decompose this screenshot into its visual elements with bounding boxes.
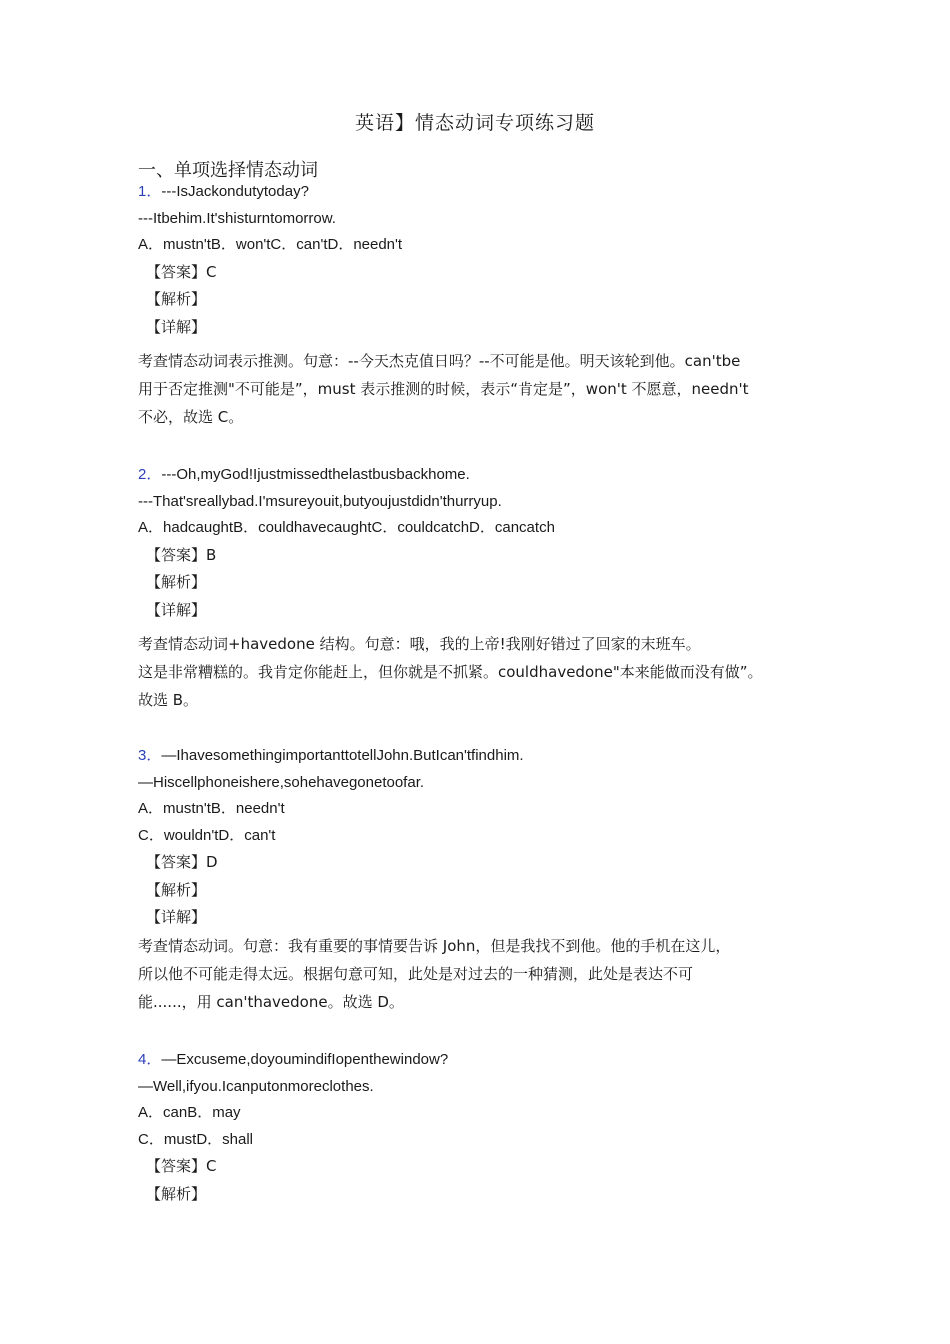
question-line2: —Well,ifyou.Icanputonmoreclothes. [138,1077,374,1095]
question-options: A．canB．may [138,1104,241,1121]
question-1 [138,179,828,431]
explanation-line: 考查情态动词+havedone 结构。句意：哦，我的上帝!我刚好错过了回家的末班车。 [138,635,701,653]
question-text: ---IsJackondutytoday? [161,183,309,200]
question-options: A．mustn'tB．won'tC．can'tD．needn't [138,236,403,253]
question-stem [138,179,828,206]
explanation-line: 所以他不可能走得太远。根据句意可知，此处是对过去的一种猜测，此处是表达不可 [138,964,694,983]
explanation [138,932,828,1016]
question-2 [138,462,828,714]
explanation-line: 考查情态动词表示推测。句意：--今天杰克值日吗？--不可能是他。明天该轮到他。can'tbe [138,352,741,370]
question-stem [138,462,828,489]
analysis-label: 【解析】 [146,573,207,591]
page-title: 英语】情态动词专项练习题 [354,112,595,134]
answer-label: 【答案】C [146,1157,217,1175]
explanation-line: 这是非常糟糕的。我肯定你能赶上，但你就是不抓紧。couldhavedone"本来能做而没有做”。 [138,663,763,681]
question-options: C．mustD．shall [138,1130,254,1148]
question-number: 2． [138,466,162,483]
explanation [138,347,828,431]
question-stem [138,743,828,770]
detail-label: 【详解】 [146,600,207,619]
question-line2: ---That'sreallybad.I'msureyouit,butyoujustdidn'thurryup. [138,492,502,510]
analysis-label: 【解析】 [146,1184,207,1203]
detail-label: 【详解】 [146,908,207,926]
answer-label: 【答案】C [146,262,217,281]
question-options: C．wouldn'tD．can't [138,826,276,844]
explanation-line: 能......，用 can'thavedone。故选 D。 [138,992,404,1011]
answer-label: 【答案】B [146,545,217,564]
question-text: —Excuseme,doyoumindifIopenthewindow? [161,1051,449,1068]
section-heading: 一、单项选择情态动词 [138,160,318,181]
question-4 [138,1047,828,1208]
question-line2: —Hiscellphoneishere,sohehavegonetoofar. [138,773,425,791]
question-number: 3． [138,747,162,764]
answer-label: 【答案】D [146,853,218,871]
question-stem [138,1047,828,1074]
question-options: A．mustn'tB．needn't [138,800,285,817]
detail-label: 【详解】 [146,317,207,336]
explanation-line: 故选 B。 [138,691,199,709]
analysis-label: 【解析】 [146,290,207,308]
question-text: ---Oh,myGod!Ijustmissedthelastbusbackhome. [161,466,470,483]
question-text: —IhavesomethingimportanttotellJohn.ButIcan'tfindhim. [161,747,524,764]
analysis-label: 【解析】 [146,880,207,899]
explanation-line: 考查情态动词。句意：我有重要的事情要告诉 John，但是我找不到他。他的手机在这儿， [138,936,731,955]
explanation-line: 不必，故选 C。 [138,408,244,426]
explanation [138,630,828,714]
question-line2: ---Itbehim.It'shisturntomorrow. [138,209,336,227]
question-number: 4． [138,1051,162,1068]
question-options: A．hadcaughtB．couldhavecaughtC．couldcatchD．cancatch [138,519,555,536]
question-number: 1． [138,183,162,200]
explanation-line: 用于否定推测"不可能是”，must 表示推测的时候，表示“肯定是”，won't 不愿意，needn't [138,380,749,398]
question-3 [138,743,828,1016]
